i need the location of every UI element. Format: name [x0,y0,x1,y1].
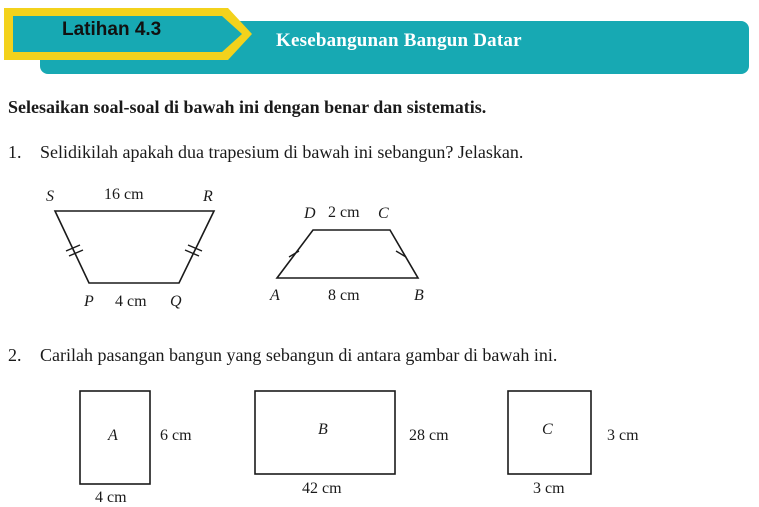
rectangle-b-height: 28 cm [409,427,449,444]
question-number: 1. [8,142,22,162]
trapezoid-abcd-shape [277,230,418,278]
rectangle-a-height: 6 cm [160,427,192,444]
vertex-c-label: C [378,205,389,222]
side-dc-label: 2 cm [328,204,360,221]
question-number: 2. [8,345,22,365]
rectangle-b-width: 42 cm [302,480,342,497]
rectangle-c-name: C [542,421,553,438]
question-text: Selidikilah apakah dua trapesium di bawah ini sebangun? Jelaskan. [40,142,524,162]
rectangle-a-width: 4 cm [95,489,127,506]
rectangle-c-height: 3 cm [607,427,639,444]
vertex-s-label: S [46,188,54,205]
vertex-q-label: Q [170,293,182,310]
side-sr-label: 16 cm [104,186,144,203]
rectangle-b-name: B [318,421,328,438]
rectangle-a-name: A [108,427,118,444]
instruction-text: Selesaikan soal-soal di bawah ini dengan benar dan sistematis. [8,97,487,117]
exercise-label: Latihan 4.3 [62,19,162,40]
vertex-b-label: B [414,287,424,304]
vertex-a-label: A [270,287,280,304]
vertex-p-label: P [84,293,94,310]
vertex-r-label: R [203,188,213,205]
side-ab-label: 8 cm [328,287,360,304]
rectangle-c-width: 3 cm [533,480,565,497]
side-pq-label: 4 cm [115,293,147,310]
topic-title: Kesebangunan Bangun Datar [276,30,522,51]
trapezoid-pqrs-shape [55,211,214,283]
question-text: Carilah pasangan bangun yang sebangun di antara gambar di bawah ini. [40,345,558,365]
vertex-d-label: D [304,205,316,222]
tick-mark-right [185,245,202,256]
